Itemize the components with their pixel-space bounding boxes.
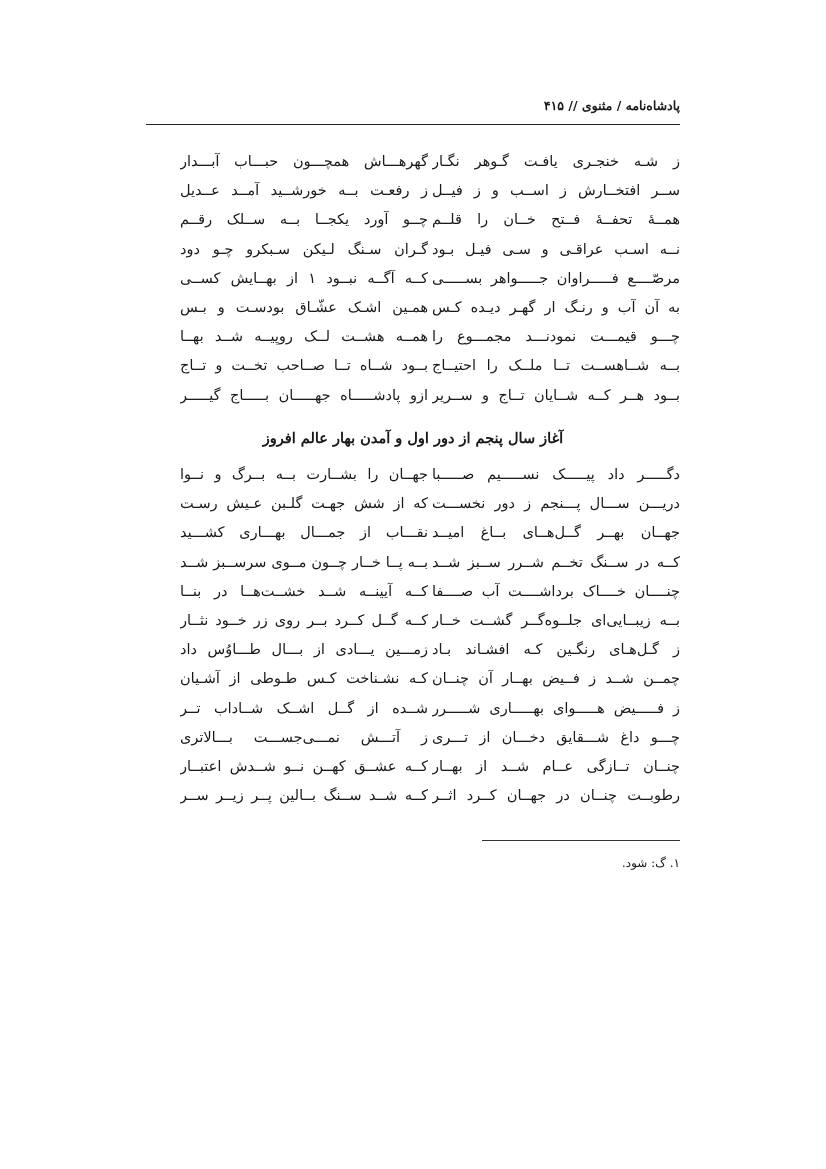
hemistich-left: شــده از گــل اشــک شــاداب تــر — [180, 700, 428, 717]
verse-block-2 — [146, 464, 680, 814]
couplet — [146, 151, 680, 180]
couplet — [146, 385, 680, 414]
hemistich-right: چنــان تــازگی عــام شــد از بهــار — [432, 758, 680, 775]
couplet — [146, 180, 680, 209]
couplet — [146, 785, 680, 814]
couplet — [146, 522, 680, 551]
hemistich-right: نــه اسـب عراقـی و سـی فیـل بـود — [432, 241, 680, 258]
couplet — [146, 464, 680, 493]
hemistich-left: ز رفعـت بــه خورشــید آمــد عــدیل — [180, 183, 428, 200]
hemistich-left: که از شش جهـت گلـبن عـیش رسـت — [180, 496, 428, 513]
hemistich-left: همـین اشـک عشّـاق بودسـت و بـس — [180, 299, 428, 316]
couplet — [146, 239, 680, 268]
hemistich-left: کــه شــد ســنگ بــالین پــر زیــر ســر — [180, 788, 428, 805]
hemistich-right: ســر افتخــارش ز اســب و ز فیــل — [432, 183, 680, 200]
hemistich-left: بــه پــا خــار چــون مــوی سرســبز شــد — [180, 554, 428, 571]
couplet — [146, 326, 680, 355]
verse-block-1 — [146, 151, 680, 414]
couplet — [146, 610, 680, 639]
hemistich-left: چــو آورد یکجــا بــه ســلک رقــم — [180, 212, 428, 229]
hemistich-left: همــه هشــت لــک روپیــه شــد بهــا — [180, 329, 428, 346]
hemistich-left: بــود شــاه تــا صــاحب تخــت و تــاج — [180, 358, 428, 375]
hemistich-right: جهــان بهــر گــل‌هــای بــاغ امیــد — [432, 525, 680, 542]
footnote-divider — [482, 840, 680, 841]
couplet — [146, 668, 680, 697]
couplet — [146, 581, 680, 610]
hemistich-right: بــه شــاهســت تــا ملــک را احتیــاج — [432, 358, 680, 375]
hemistich-right: بــه زیبــایی‌ای جلــوه‌گــر گشــت خــار — [432, 612, 680, 629]
couplet — [146, 297, 680, 326]
hemistich-right: ز گـل‌هـای رنگـین کـه افشـاند بـاد — [432, 642, 680, 659]
footnote: ۱. گ: شود. — [621, 856, 680, 870]
running-title: پادشاه‌نامه / مثنوی // ۴۱۵ — [543, 98, 680, 113]
hemistich-left: گـران سـنگ لـیکن سـبکرو چـو دود — [180, 241, 428, 258]
hemistich-left: کـه نشـناخت کـس طـوطی از آشـیان — [180, 671, 428, 688]
hemistich-left: ز آتـــش نمـــی‌جســـت بـــالاتری — [180, 729, 428, 746]
hemistich-left: کــه آگــه نبــود ۱ از بهــایش کســی — [180, 270, 428, 287]
hemistich-right: همــهٔ تحفــهٔ فــتح خــان را قلــم — [432, 212, 680, 229]
couplet — [146, 639, 680, 668]
hemistich-left: کــه آیینــه شــد خشــت‌هــا در بنــا — [180, 583, 428, 600]
section-title: آغاز سال پنجم از دور اول و آمدن بهار عالم افروز — [262, 430, 564, 447]
hemistich-right: دگـــــر داد پیـــــک نســـــیم صـــــبا — [432, 467, 680, 483]
couplet — [146, 268, 680, 297]
hemistich-left: زمـــین یـــادی از بـــال طـــاوُس داد — [180, 642, 428, 659]
hemistich-right: ز شـه خنجـری یافـت گـوهر نگـار — [432, 154, 680, 170]
hemistich-right: رطوبــت چنــان در جهــان کــرد اثــر — [432, 788, 680, 805]
couplet — [146, 493, 680, 522]
couplet — [146, 698, 680, 727]
hemistich-right: مرصّــــع فـــــراوان جـــــواهر بســـــی — [432, 270, 680, 287]
hemistich-right: چمــن شــد ز فــیض بهــار آن چنــان — [432, 671, 680, 688]
hemistich-right: به آن آب و رنـگ ار گهـر دیـده کـس — [432, 299, 680, 316]
couplet — [146, 756, 680, 785]
hemistich-left: کــه گــل کــرد بــر روی زر خــود نثــار — [180, 612, 428, 629]
couplet — [146, 727, 680, 756]
hemistich-left: کــه عشــق کهــن نــو شــدش اعتبــار — [180, 758, 428, 775]
hemistich-right: ز فـــــیض هـــــوای بهـــــاری شـــــرر — [432, 700, 680, 717]
hemistich-left: ازو پادشـــــاه جهـــــان بـــــاج گیـــــر — [180, 387, 428, 404]
couplet — [146, 355, 680, 384]
hemistich-left: نقـــاب از جمـــال بهـــاری کشـــید — [180, 525, 428, 542]
hemistich-left: جهــان را بشــارت بــه بــرگ و نــوا — [180, 467, 428, 483]
hemistich-right: چـــو داغ شـــقایق دخـــان از تـــری — [432, 729, 680, 746]
running-header — [146, 98, 680, 125]
hemistich-right: چـــو قیمـــت نمودنـــد مجمـــوع را — [432, 329, 680, 346]
hemistich-right: دریـــن ســـال پـــنجم ز دور نخســـت — [432, 496, 680, 513]
hemistich-right: بــود هــر کــه شــایان تــاج و ســریر — [432, 387, 680, 404]
hemistich-right: چنــــان خــــاک برداشــــت آب صــــفا — [432, 583, 680, 600]
hemistich-right: کــه در ســنگ تخــم شــرر ســبز شــد — [432, 554, 680, 571]
couplet — [146, 209, 680, 238]
hemistich-left: گهرهـــاش همچـــون حبـــاب آبـــدار — [180, 154, 428, 170]
couplet — [146, 552, 680, 581]
